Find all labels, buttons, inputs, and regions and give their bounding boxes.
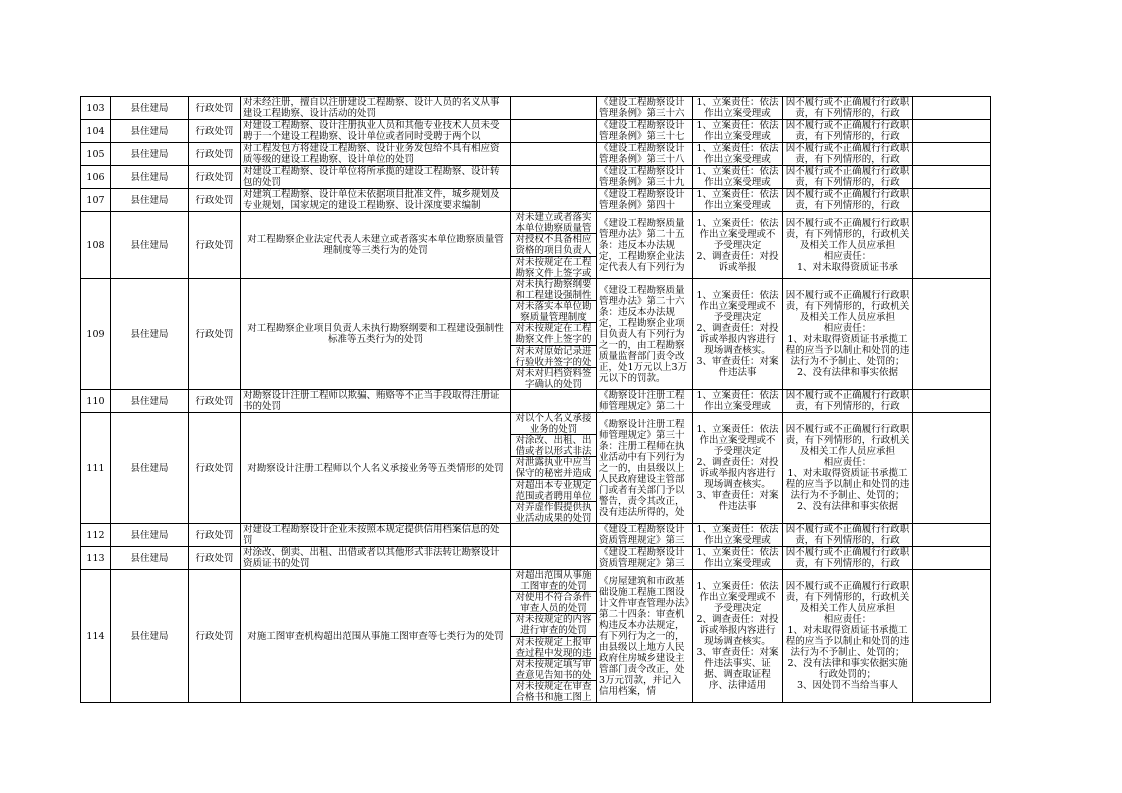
cell-department: 县住建局 xyxy=(111,166,189,189)
cell-power-item: 对施工图审查机构超出范围从事施工图审查等七类行为的处罚 xyxy=(241,570,511,703)
cell-duty: 1、立案责任：依法作出立案受理或 xyxy=(693,143,783,166)
cell-power-type: 行政处罚 xyxy=(189,524,241,547)
cell-legal-basis: 《房屋建筑和市政基础设施工程施工图设计文件审查管理办法》第二十四条：审查机构违反本办法规定，有下列行为之一的，由县级以上地方人民政府住房城乡建设主管部门责令改正，处3万元罚款，并记入信用档案，情 xyxy=(597,570,693,703)
cell-power-item: 对工程勘察企业法定代表人未建立或者落实本单位勘察质量管理制度等三类行为的处罚 xyxy=(241,212,511,279)
cell-number: 103 xyxy=(81,97,111,120)
cell-power-item: 对勘察设计注册工程师以欺骗、贿赂等不正当手段取得注册证书的处罚 xyxy=(241,390,511,413)
cell-number: 113 xyxy=(81,547,111,570)
cell-duty: 1、立案责任：依法作出立案受理或 xyxy=(693,97,783,120)
table-row xyxy=(81,547,991,570)
cell-sub-items xyxy=(511,279,597,390)
cell-department: 县住建局 xyxy=(111,547,189,570)
cell-legal-basis: 《建设工程勘察设计资质管理规定》第三 xyxy=(597,524,693,547)
cell-power-item: 对勘察设计注册工程师以个人名义承接业务等五类情形的处罚 xyxy=(241,413,511,524)
cell-power-type: 行政处罚 xyxy=(189,97,241,120)
cell-accountability: 因不履行或不正确履行行政职责，有下列情形的，行政 xyxy=(783,97,913,120)
cell-legal-basis: 《勘察设计注册工程师管理规定》第三十条：注册工程师在执业活动中有下列行为之一的，由县级以上人民政府建设主管部门或者有关部门予以警告，责令其改正，没有违法所得的，处 xyxy=(597,413,693,524)
sub-item: 对未按规定在工程勘察文件上签字或 xyxy=(515,256,592,278)
cell-power-type: 行政处罚 xyxy=(189,189,241,212)
cell-department: 县住建局 xyxy=(111,120,189,143)
cell-duty: 1、立案责任：依法作出立案受理或 xyxy=(693,189,783,212)
cell-number: 106 xyxy=(81,166,111,189)
cell-power-item: 对建设工程勘察设计企业未按照本规定提供信用档案信息的处罚 xyxy=(241,524,511,547)
cell-duty: 1、立案责任：依法作出立案受理或 xyxy=(693,524,783,547)
sub-item: 对未对归档资料签字确认的处罚 xyxy=(515,367,592,390)
sub-item: 对未按规定在工程勘察文件上签字的 xyxy=(511,323,596,345)
cell-number: 110 xyxy=(81,390,111,413)
table-row xyxy=(81,279,991,390)
cell-remarks xyxy=(913,143,991,166)
cell-number: 105 xyxy=(81,143,111,166)
sub-item: 对未落实本单位勘察质量管理制度 xyxy=(511,301,596,323)
cell-remarks xyxy=(913,524,991,547)
power-list-table xyxy=(80,96,991,703)
cell-power-item: 对工程发包方将建设工程勘察、设计业务发包给不具有相应资质等级的建设工程勘察、设计单位的处罚 xyxy=(241,143,511,166)
cell-accountability: 因不履行或不正确履行行政职责，有下列情形的，行政机关及相关工作人员应承担 相应责任： 1、对未取得资质证书承揽工程的应当予以制止和处罚的违法行为不予制止、处罚的； 2、没有法律和事实依据实施行政处罚的； 3、因处罚不当给当事人 xyxy=(783,570,913,703)
cell-accountability: 因不履行或不正确履行行政职责，有下列情形的，行政 xyxy=(783,120,913,143)
cell-accountability: 因不履行或不正确履行行政职责，有下列情形的，行政机关及相关工作人员应承担 相应责任： 1、对未取得资质证书承揽工程的应当予以制止和处罚的违法行为不予制止、处罚的； 2、没有法律和事实依据 xyxy=(783,413,913,524)
sub-item: 对未按规定上报审查过程中发现的违 xyxy=(511,637,596,659)
cell-sub-items xyxy=(511,189,597,212)
cell-accountability: 因不履行或不正确履行行政职责，有下列情形的，行政 xyxy=(783,143,913,166)
cell-power-type: 行政处罚 xyxy=(189,413,241,524)
cell-department: 县住建局 xyxy=(111,524,189,547)
cell-accountability: 因不履行或不正确履行行政职责，有下列情形的，行政 xyxy=(783,524,913,547)
cell-power-type: 行政处罚 xyxy=(189,143,241,166)
cell-power-type: 行政处罚 xyxy=(189,390,241,413)
cell-department: 县住建局 xyxy=(111,97,189,120)
cell-remarks xyxy=(913,279,991,390)
cell-remarks xyxy=(913,547,991,570)
cell-remarks xyxy=(913,212,991,279)
sub-item: 对超出本专业规定范围或者聘用单位 xyxy=(511,480,596,502)
cell-power-item: 对建设工程勘察、设计单位将所承揽的建设工程勘察、设计转包的处罚 xyxy=(241,166,511,189)
cell-department: 县住建局 xyxy=(111,189,189,212)
sub-item: 对涂改、出租、出借或者以形式非法 xyxy=(511,435,596,457)
cell-sub-items xyxy=(511,143,597,166)
cell-power-type: 行政处罚 xyxy=(189,547,241,570)
cell-department: 县住建局 xyxy=(111,413,189,524)
cell-duty: 1、立案责任：依法作出立案受理或不予受理决定 2、调查责任：对投诉或举报 xyxy=(693,212,783,279)
sub-item: 对未对原始记录进行验收并签字的处 xyxy=(511,346,596,368)
cell-power-type: 行政处罚 xyxy=(189,279,241,390)
cell-sub-items xyxy=(511,413,597,524)
table-row xyxy=(81,570,991,703)
cell-department: 县住建局 xyxy=(111,143,189,166)
sub-item: 对以个人名义承接业务的处罚 xyxy=(511,413,596,435)
cell-legal-basis: 《建设工程勘察设计管理条例》第三十九 xyxy=(597,166,693,189)
cell-legal-basis: 《勘察设计注册工程师管理规定》第二十 xyxy=(597,390,693,413)
cell-duty: 1、立案责任：依法作出立案受理或 xyxy=(693,120,783,143)
cell-duty: 1、立案责任：依法作出立案受理或 xyxy=(693,547,783,570)
cell-accountability: 因不履行或不正确履行行政职责，有下列情形的，行政机关及相关工作人员应承担 相应责任： 1、对未取得资质证书承 xyxy=(783,212,913,279)
cell-number: 107 xyxy=(81,189,111,212)
cell-sub-items xyxy=(511,212,597,279)
cell-remarks xyxy=(913,413,991,524)
cell-number: 109 xyxy=(81,279,111,390)
cell-accountability: 因不履行或不正确履行行政职责，有下列情形的，行政 xyxy=(783,547,913,570)
cell-department: 县住建局 xyxy=(111,212,189,279)
sub-item: 对泄露执业中应当保守的秘密并造成 xyxy=(511,457,596,479)
cell-duty: 1、立案责任：依法作出立案受理或 xyxy=(693,390,783,413)
cell-number: 112 xyxy=(81,524,111,547)
cell-power-type: 行政处罚 xyxy=(189,166,241,189)
cell-accountability: 因不履行或不正确履行行政职责，有下列情形的，行政 xyxy=(783,390,913,413)
cell-remarks xyxy=(913,570,991,703)
cell-remarks xyxy=(913,97,991,120)
cell-sub-items xyxy=(511,120,597,143)
cell-power-item: 对未经注册，擅自以注册建设工程勘察、设计人员的名义从事建设工程勘察、设计活动的处罚 xyxy=(241,97,511,120)
cell-sub-items xyxy=(511,166,597,189)
cell-accountability: 因不履行或不正确履行行政职责，有下列情形的，行政 xyxy=(783,166,913,189)
cell-legal-basis: 《建设工程勘察设计资质管理规定》第三 xyxy=(597,547,693,570)
cell-accountability: 因不履行或不正确履行行政职责，有下列情形的，行政 xyxy=(783,189,913,212)
table-row xyxy=(81,390,991,413)
table-row xyxy=(81,189,991,212)
cell-power-type: 行政处罚 xyxy=(189,212,241,279)
cell-remarks xyxy=(913,166,991,189)
cell-sub-items xyxy=(511,570,597,703)
cell-legal-basis: 《建设工程勘察质量管理办法》第二十六条：违反本办法规定，工程勘察企业项目负责人有下列行为之一的，由工程勘察质量监督部门责令改正，处1万元以上3万元以下的罚款。 xyxy=(597,279,693,390)
cell-legal-basis: 《建设工程勘察质量管理办法》第二十五条：违反本办法规定，工程勘察企业法定代表人有下列行为 xyxy=(597,212,693,279)
sub-item: 对未建立或者落实本单位勘察质量管 xyxy=(511,212,596,234)
cell-sub-items xyxy=(511,97,597,120)
cell-sub-items xyxy=(511,390,597,413)
table-row xyxy=(81,143,991,166)
cell-sub-items xyxy=(511,547,597,570)
sub-item: 对授权不具备相应资格的项目负责人 xyxy=(511,234,596,256)
cell-power-item: 对工程勘察企业项目负责人未执行勘察纲要和工程建设强制性标准等五类行为的处罚 xyxy=(241,279,511,390)
table-row xyxy=(81,524,991,547)
cell-remarks xyxy=(913,189,991,212)
cell-department: 县住建局 xyxy=(111,279,189,390)
cell-department: 县住建局 xyxy=(111,390,189,413)
sub-item: 对未按规定填写审查意见告知书的处 xyxy=(511,659,596,681)
cell-accountability: 因不履行或不正确履行行政职责，有下列情形的，行政机关及相关工作人员应承担 相应责任： 1、对未取得资质证书承揽工程的应当予以制止和处罚的违法行为不予制止、处罚的； 2、没有法律和事实依据 xyxy=(783,279,913,390)
cell-number: 108 xyxy=(81,212,111,279)
cell-legal-basis: 《建设工程勘察设计管理条例》第三十八 xyxy=(597,143,693,166)
cell-duty: 1、立案责任：依法作出立案受理或不予受理决定 2、调查责任：对投诉或举报内容进行现场调查核实。 3、审查责任：对案件违法事 xyxy=(693,413,783,524)
table-row xyxy=(81,120,991,143)
cell-power-type: 行政处罚 xyxy=(189,120,241,143)
cell-legal-basis: 《建设工程勘察设计管理条例》第三十七 xyxy=(597,120,693,143)
cell-number: 111 xyxy=(81,413,111,524)
sub-item: 对未执行勘察纲要和工程建设强制性 xyxy=(511,279,596,301)
cell-power-item: 对建筑工程勘察、设计单位未依据项目批准文件，城乡规划及专业规划，国家规定的建设工程勘察、设计深度要求编制 xyxy=(241,189,511,212)
cell-remarks xyxy=(913,120,991,143)
cell-duty: 1、立案责任：依法作出立案受理或 xyxy=(693,166,783,189)
cell-department: 县住建局 xyxy=(111,570,189,703)
cell-power-item: 对涂改、倒卖、出租、出借或者以其他形式非法转让勘察设计资质证书的处罚 xyxy=(241,547,511,570)
table-row xyxy=(81,166,991,189)
cell-number: 114 xyxy=(81,570,111,703)
cell-legal-basis: 《建设工程勘察设计管理条例》第四十 xyxy=(597,189,693,212)
cell-duty: 1、立案责任：依法作出立案受理或不予受理决定 2、调查责任：对投诉或举报内容进行现场调查核实。 3、审查责任：对案件违法事 xyxy=(693,279,783,390)
table-row xyxy=(81,212,991,279)
sub-item: 对使用不符合条件审查人员的处罚 xyxy=(511,592,596,614)
sub-item: 对未按规定在审查合格书和施工图上 xyxy=(515,680,592,703)
cell-power-item: 对建设工程勘察、设计注册执业人员和其他专业技术人员未受聘于一个建设工程勘察、设计单位或者同时受聘于两个以 xyxy=(241,120,511,143)
cell-duty: 1、立案责任：依法作出立案受理或不予受理决定 2、调查责任：对投诉或举报内容进行现场调查核实。 3、审查责任：对案件违法事实、证据、调查取证程序、法律适用 xyxy=(693,570,783,703)
sub-item: 对超出范围从事施工图审查的处罚 xyxy=(511,570,596,592)
cell-legal-basis: 《建设工程勘察设计管理条例》第三十六 xyxy=(597,97,693,120)
cell-power-type: 行政处罚 xyxy=(189,570,241,703)
sub-item: 对未按规定的内容进行审查的处罚 xyxy=(511,614,596,636)
table-row xyxy=(81,97,991,120)
cell-remarks xyxy=(913,390,991,413)
cell-number: 104 xyxy=(81,120,111,143)
cell-sub-items xyxy=(511,524,597,547)
table-row xyxy=(81,413,991,524)
sub-item: 对弄虚作假提供执业活动成果的处罚 xyxy=(515,501,592,524)
